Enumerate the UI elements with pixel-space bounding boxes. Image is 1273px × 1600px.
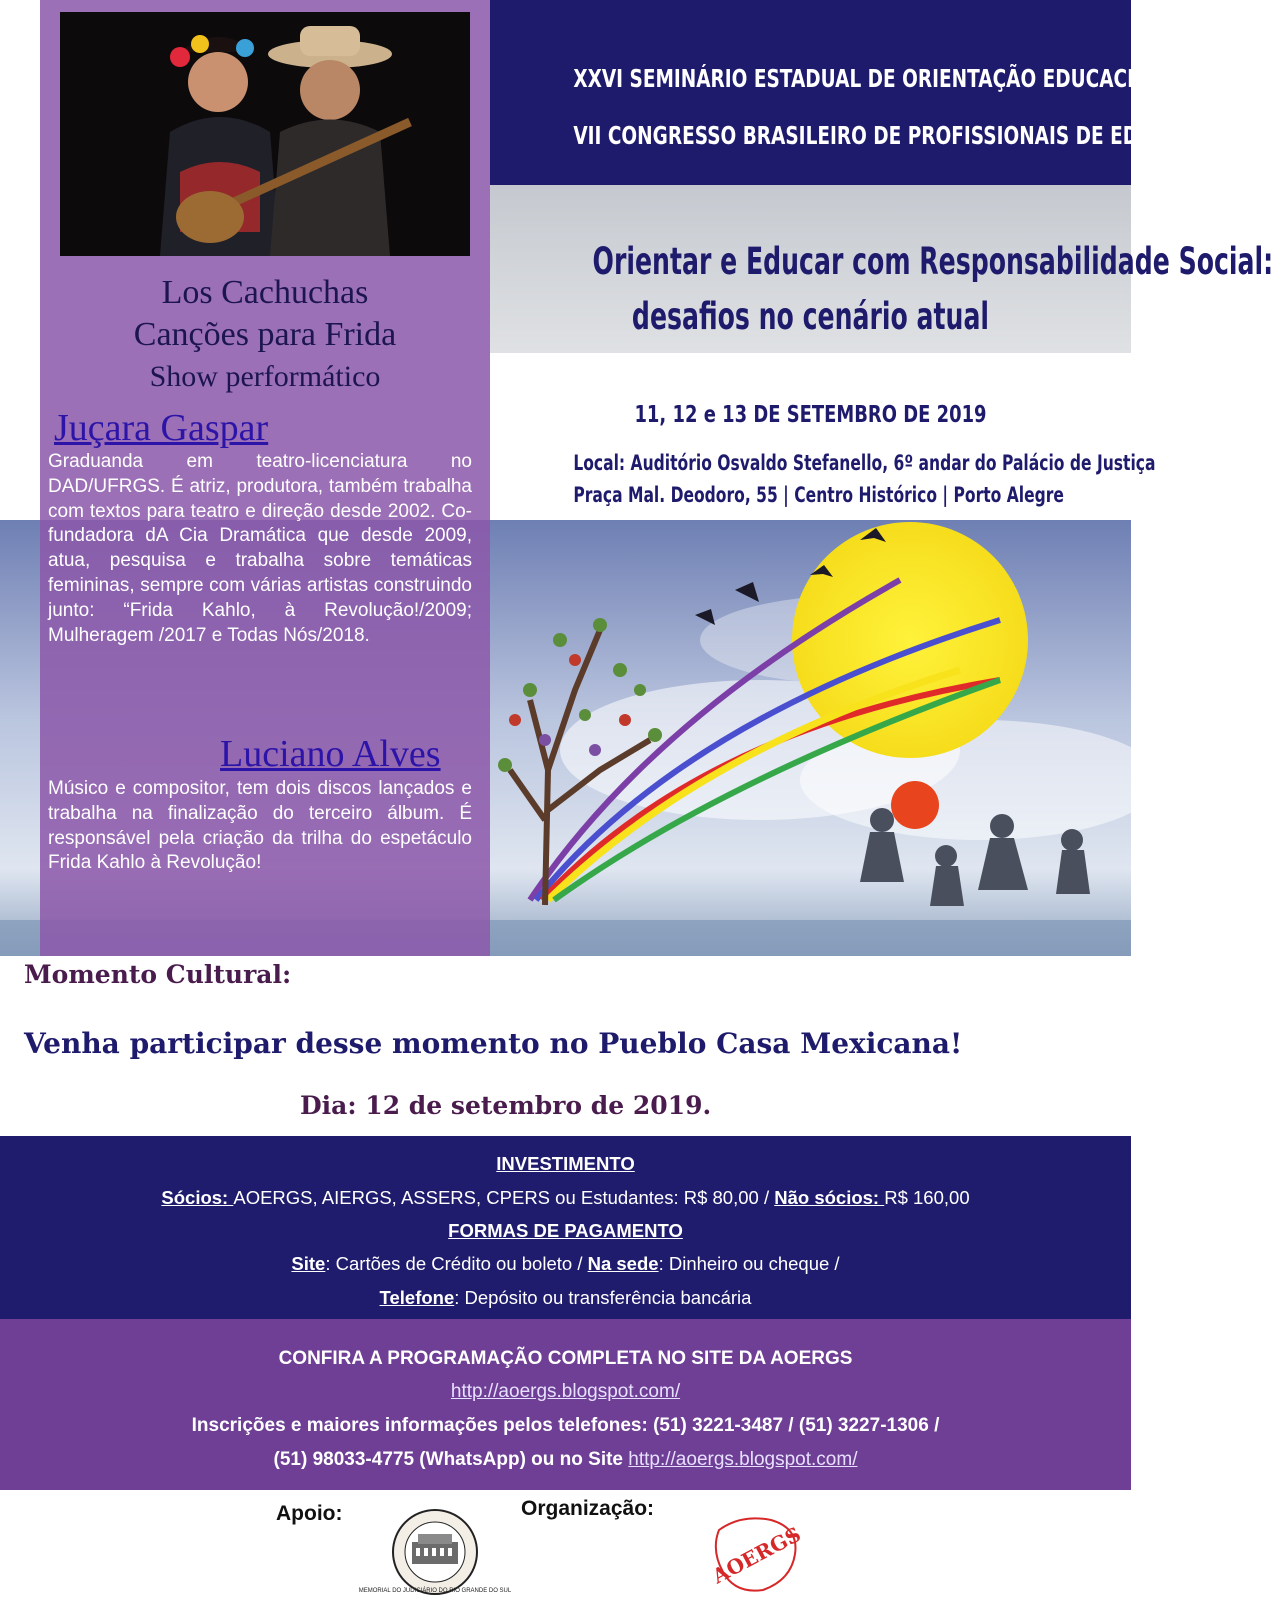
contact-phones: Inscrições e maiores informações pelos telefones: (51) 3221-3487 / (51) 3227-1306 / <box>191 1415 940 1436</box>
support-logo-text: MEMORIAL DO JUDICIÁRIO DO RIO GRANDE DO SUL <box>358 1588 512 1594</box>
theme-title-line2: desafios no cenário atual <box>631 295 990 338</box>
investment-prices <box>0 1185 1131 1211</box>
theme-title-line1: Orientar e Educar com Responsabilidade Social: <box>592 240 1273 283</box>
artist-name-luciano: Luciano Alves <box>220 733 441 775</box>
artist-bio-luciano: Músico e compositor, tem dois discos lançados e trabalha na finalização do terceiro álbum. É responsável pela criação da trilha do espetáculo Frida Kahlo à Revolução! <box>48 778 472 874</box>
show-title: Los Cachuchas <box>161 274 369 311</box>
organization-label: Organização: <box>521 1497 655 1520</box>
contact-site-link[interactable]: http://aoergs.blogspot.com/ <box>628 1449 858 1470</box>
payment-heading <box>0 1218 1131 1244</box>
payment-phone <box>0 1285 1131 1311</box>
venue-address-line1: Local: Auditório Osvaldo Stefanello, 6º andar do Palácio de Justiça <box>573 451 1156 475</box>
members-label: Sócios: <box>161 1187 234 1208</box>
memorial-judiciario-logo <box>358 1508 512 1596</box>
nonmembers-price: R$ 160,00 <box>884 1187 970 1208</box>
artists-photo <box>60 12 470 256</box>
show-type: Show performático <box>149 360 381 393</box>
org-logo-text: AOERGS <box>708 1521 805 1589</box>
nonmembers-label: Não sócios: <box>774 1187 885 1208</box>
payment-heading-text: FORMAS DE PAGAMENTO <box>448 1220 683 1241</box>
artists-photo-frame <box>60 12 470 256</box>
show-subtitle: Canções para Frida <box>133 316 397 353</box>
congress-title-line1: XXVI SEMINÁRIO ESTADUAL DE ORIENTAÇÃO EDUCACIONAL E <box>573 64 1211 93</box>
investment-heading <box>0 1151 1131 1177</box>
contact-whatsapp-text: (51) 98033-4775 (WhatsApp) ou no Site <box>273 1449 629 1470</box>
cultural-moment-heading: Momento Cultural: <box>24 960 292 989</box>
program-heading: CONFIRA A PROGRAMAÇÃO COMPLETA NO SITE DA AOERGS <box>278 1348 853 1369</box>
payment-methods <box>0 1251 1131 1277</box>
contact-phones-line2 <box>0 1447 1131 1473</box>
cultural-moment-invite: Venha participar desse momento no Pueblo Casa Mexicana! <box>24 1027 963 1060</box>
artist-bio-jucara: Graduanda em teatro-licenciatura no DAD/UFRGS. É atriz, produtora, também trabalha com textos para teatro e direção desde 2002. Co-fundadora dA Cia Dramática que desde 2009, atua, pesquisa e trabalha sobre temáticas femininas, sempre com várias artistas construindo junto: “Frida Kahlo, à Revolução!/2009; Mulheragem /2017 e Todas Nós/2018. <box>48 451 472 646</box>
cultural-moment-date: Dia: 12 de setembro de 2019. <box>300 1091 712 1120</box>
investment-heading-text: INVESTIMENTO <box>496 1153 635 1174</box>
payment-site-text: : Cartões de Crédito ou boleto / <box>325 1253 588 1274</box>
program-site-link[interactable]: http://aoergs.blogspot.com/ <box>450 1381 681 1402</box>
payment-phone-text: : Depósito ou transferência bancária <box>454 1287 752 1308</box>
event-dates: 11, 12 e 13 DE SETEMBRO DE 2019 <box>634 402 987 428</box>
members-price: AOERGS, AIERGS, ASSERS, CPERS ou Estudantes: R$ 80,00 / <box>233 1187 775 1208</box>
payment-office-text: : Dinheiro ou cheque / <box>658 1253 840 1274</box>
congress-title-line2: VII CONGRESSO BRASILEIRO DE PROFISSIONAIS DE EDUCAÇÃO <box>573 121 1225 150</box>
support-label: Apoio: <box>276 1502 343 1525</box>
venue-address-line2: Praça Mal. Deodoro, 55 | Centro Histórico | Porto Alegre <box>573 483 1064 507</box>
payment-phone-label: Telefone <box>379 1287 455 1308</box>
aoergs-logo <box>708 1510 805 1596</box>
payment-office-label: Na sede <box>587 1253 659 1274</box>
payment-site-label: Site <box>291 1253 326 1274</box>
artist-name-jucara: Juçara Gaspar <box>54 407 269 449</box>
